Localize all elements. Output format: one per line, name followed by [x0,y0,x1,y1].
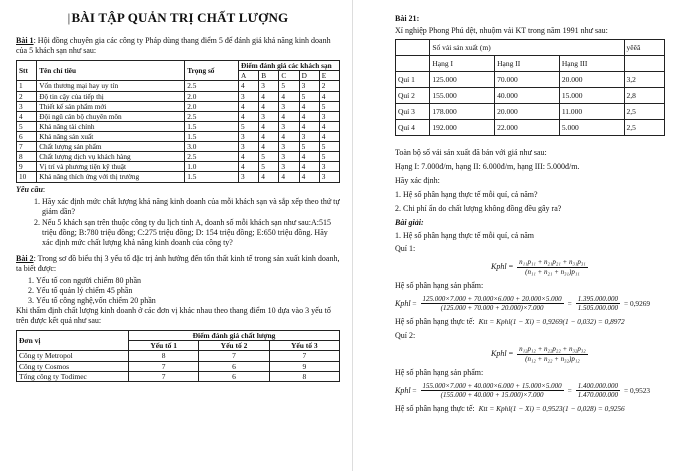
table-cell: 3 [319,172,339,182]
table-cell: 4 [259,172,279,182]
table-cell: 3.0 [185,142,239,152]
hotel-score-table [16,60,340,182]
table-cell: 3 [239,172,259,182]
table-cell: 6 [199,372,269,382]
solution-part1: 1. Hệ số phân hạng thực tế mỗi quí, cả năm [395,231,534,240]
factor-header: Yếu tố 3 [269,340,339,350]
table-cell: Vốn thương mại hay uy tín [37,81,185,91]
hotel-header: A [239,71,259,81]
table-cell: 8 [269,372,339,382]
table-cell: 178.000 [430,104,495,120]
grade-header: Hạng II [495,56,560,72]
table-cell: Tổng công ty Todimec [17,372,129,382]
table-cell: 5 [319,142,339,152]
table-cell: 4 [319,91,339,101]
table-cell: 3 [279,121,299,131]
table-cell: 5 [299,142,319,152]
col-criteria: Tên chỉ tiêu [37,61,185,81]
table-cell: 20.000 [559,72,624,88]
fabric-production-table [395,39,665,136]
table-cell: 2.5 [185,81,239,91]
quarter2-label: Quí 2: [395,331,416,340]
table-cell: Chất lượng dịch vụ khách hàng [37,152,185,162]
table-cell: 2,8 [624,88,664,104]
table-row [396,104,665,120]
table-cell: 3 [239,142,259,152]
bai21-intro: Xí nghiệp Phong Phú dệt, nhuộm vải KT trong năm 1991 như sau: [395,26,608,35]
table-cell: 5 [17,121,37,131]
company-score-table [16,330,340,383]
table-cell: 155.000 [430,88,495,104]
table-cell: 4 [279,91,299,101]
table-cell: 2 [319,81,339,91]
table-cell: 4 [259,132,279,142]
table-cell: 4 [239,81,259,91]
table-cell: 2.0 [185,91,239,101]
hotel-header: B [259,71,279,81]
table-cell: 4 [299,152,319,162]
table-cell: 4 [17,111,37,121]
hotel-header: E [319,71,339,81]
table-cell: 3 [259,111,279,121]
table-cell: Công ty Cosmos [17,361,129,371]
table-cell: 8 [129,351,199,361]
table-cell: 192.000 [430,120,495,136]
table-cell: 3 [319,111,339,121]
table-cell: 3 [279,152,299,162]
table-cell: 2.5 [185,152,239,162]
table-cell: 4 [279,172,299,182]
table-cell: 4 [319,121,339,131]
list-item: 1. Yếu tố con người chiếm 80 phần [36,276,340,286]
col-weight: Trọng số [185,61,239,81]
table-cell: 5 [259,152,279,162]
table-cell: 2,5 [624,104,664,120]
empty-header [624,56,664,72]
list-item: 2. Yếu tố quản lý chiếm 45 phần [36,286,340,296]
table-cell: 4 [239,111,259,121]
table-cell: Đội ngũ cán bộ chuyên môn [37,111,185,121]
table-row [17,162,340,172]
table-cell: 4 [319,132,339,142]
table-row [17,132,340,142]
table-cell: 2.0 [185,101,239,111]
table-cell: 6 [17,132,37,142]
table-cell: 4 [299,162,319,172]
col-stt: Stt [17,61,37,81]
table-row [17,101,340,111]
table-cell: 22.000 [495,120,560,136]
table-cell: 4 [279,132,299,142]
table-cell: 1 [17,81,37,91]
ktt-line-1: Hệ số phân hạng thực tế: Ktt = Kphl(1 − Xi) = 0,9269(1 − 0,032) = 0,8972 [395,317,625,326]
text-line: 1. Hệ số phân hạng thực tế mỗi quí, cả năm? [395,190,538,199]
table-cell: 7 [199,351,269,361]
list-item: 3. Yếu tố công nghệ,vốn chiếm 20 phần [36,296,340,306]
col-company-scores: Điểm đánh giá chất lượng [129,330,340,340]
table-cell: Quí 1 [396,72,430,88]
table-cell: 3 [279,101,299,111]
table-cell: 4 [299,101,319,111]
right-page [352,0,700,471]
table-cell: 4 [259,101,279,111]
table-cell: 5 [239,121,259,131]
table-cell: 9 [269,361,339,371]
table-cell: 7 [269,351,339,361]
table-cell: 11.000 [559,104,624,120]
table-cell: 3 [319,162,339,172]
document-title: | BÀI TẬP QUẢN TRỊ CHẤT LƯỢNG [16,10,340,26]
kphl-calc-1: Kphl = $\frac{125.000\times 7.000 + 70.000\times 6.000 + 20.000\times 5.000}{(125.000 + 70.000 + 20.000)\times 7.000}$ = $\frac{1.395.000.000}{1.505.000.000}$ = 0,9269 [395,294,651,313]
table-row [17,111,340,121]
table-cell: 3 [259,81,279,91]
table-row [17,372,340,382]
table-cell: 4 [259,91,279,101]
table-cell: 4 [279,111,299,121]
table-row [17,142,340,152]
table-cell: 5 [259,162,279,172]
text-line: Hãy xác định: [395,176,440,185]
bai21-label: Bài 21: [395,14,420,23]
text-line: Toàn bộ số vải sản xuất đã bán với giá như sau: [395,148,547,157]
table-cell: 7 [129,361,199,371]
table-cell: 20.000 [495,104,560,120]
list-item: 1. Hãy xác định mức chất lượng khả năng kinh doanh của mỗi khách sạn và sắp xếp theo thứ tự giảm dần? [42,197,340,217]
table-cell: 3 [279,142,299,152]
table-cell: 3 [17,101,37,111]
table-cell: 4 [239,152,259,162]
table-cell: 1.5 [185,121,239,131]
yeucau-heading: Yêu cầu: [16,184,46,194]
factor-list [36,276,340,306]
table-cell: 7 [129,372,199,382]
table-cell: Quí 4 [396,120,430,136]
col-donvi: Đơn vị [17,330,129,351]
table-cell: Quí 3 [396,104,430,120]
table-cell: 4 [299,111,319,121]
table-cell: 3,2 [624,72,664,88]
table-row [396,88,665,104]
kphl-calc-2: Kphl = $\frac{155.000\times 7.000 + 40.000\times 6.000 + 15.000\times 5.000}{(155.000 + 40.000 + 15.000)\times 7.000}$ = $\frac{1.400.000.000}{1.470.000.000}$ = 0,9523 [395,381,651,400]
hspsp-label-1: Hệ số phân hạng sản phẩm: [395,280,484,290]
table-cell: 6 [199,361,269,371]
table-cell: Độ tin cậy của tiếp thị [37,91,185,101]
grade-header: Hạng III [559,56,624,72]
table-row [17,81,340,91]
table-row [17,121,340,131]
ktt-line-2: Hệ số phân hạng thực tế: Ktt = Kphl(1 − Xi) = 0,9523(1 − 0,028) = 0,9256 [395,404,625,413]
left-page [0,0,348,471]
table-cell: 8 [17,152,37,162]
table-cell: 1.5 [185,132,239,142]
table-cell: Quí 2 [396,88,430,104]
bai2-intro: Bài 2: Trong sơ đồ biểu thị 3 yếu tố đặc trị ảnh hưởng đến tổn thất kinh tế trong sản xuất kinh doanh, ta biết được: [16,253,340,273]
table-cell: 3 [299,132,319,142]
table-row [396,120,665,136]
table-cell: 4 [299,121,319,131]
table-row [17,361,340,371]
table-cell: 4 [239,162,259,172]
table-cell: Công ty Metropol [17,351,129,361]
table-cell: 40.000 [495,88,560,104]
table-cell: 5.000 [559,120,624,136]
requirement-list [42,197,340,248]
bai1-intro: Bài 1: Hội đồng chuyên gia các công ty Pháp dùng thang điểm 5 để đánh giá khả năng kinh doanh của 5 khách sạn như sau: [16,36,331,56]
table-cell: 3 [279,162,299,172]
table-cell: 2,5 [624,120,664,136]
table-cell: 3 [239,132,259,142]
factor-header: Yếu tố 1 [129,340,199,350]
hotel-header: D [299,71,319,81]
table-cell: 5 [319,101,339,111]
table-cell: 2.5 [185,111,239,121]
col-yeea: yêêă [624,40,664,56]
table-cell: 2 [17,91,37,101]
table-cell: 1.5 [185,172,239,182]
table-cell: Thiết kế sản phẩm mới [37,101,185,111]
table-row [17,91,340,101]
table-cell: 1.0 [185,162,239,172]
table-cell: 125.000 [430,72,495,88]
factor-header: Yếu tố 2 [199,340,269,350]
bai1-label: Bài 1 [16,36,34,46]
hotel-header: C [279,71,299,81]
text-line: 2. Chi phí ẩn do chất lượng không đồng đều gây ra? [395,204,562,213]
solution-heading: Bài giải: [395,218,424,227]
table-cell: 15.000 [559,88,624,104]
table-cell: Khả năng thích ứng với thị trường [37,172,185,182]
text-line: Hạng I: 7.000đ/m, hạng II: 6.000đ/m, hạng III: 5.000đ/m. [395,162,580,171]
table-cell: 4 [259,142,279,152]
empty-header [396,56,430,72]
table-cell: 4 [259,121,279,131]
kphl-formula-2: Kphl = $\frac{\text{n₁₂p₁₂ + n₂₂p₂₂ + n₃₂p₃₂}}{\text{(n₁₂ + n₂₂ + n₃₂)p₁₂}}$ [491,345,586,363]
table-cell: Vị trí và phương tiện kỹ thuật [37,162,185,172]
table-cell: 4 [239,101,259,111]
bai2-outro: Khi thẩm định chất lượng kinh doanh ở các đơn vị khác nhau theo thang điểm 10 dựa vào 3 yếu tố trên được kết quả như sau: [16,305,331,325]
col-scores: Điểm đánh giá các khách sạn [239,61,340,71]
quarter1-label: Quí 1: [395,244,416,253]
table-row [17,351,340,361]
table-row [17,172,340,182]
table-cell: Khả năng tài chính [37,121,185,131]
table-cell: 9 [17,162,37,172]
table-cell: 10 [17,172,37,182]
table-cell: 7 [17,142,37,152]
col-production: Số vải sản xuất (m) [430,40,624,56]
list-item: 2. Nếu 5 khách sạn trên thuộc công ty du lịch tỉnh A, doanh số mỗi khách sạn như sau:A:515 triệu đồng; B:780 triệu đồng; C:275 triệu đồng; D: 154 triệu đồng; E:650 triệu đồng. Hãy xác định mức chất lượng khả năng kinh doanh của công ty? [42,218,340,248]
table-row [17,152,340,162]
table-cell: Chất lượng sản phẩm [37,142,185,152]
table-cell: Khả năng sản xuất [37,132,185,142]
table-cell: 4 [299,172,319,182]
table-row [396,72,665,88]
table-cell: 70.000 [495,72,560,88]
table-cell: 3 [299,81,319,91]
hspsp-label-2: Hệ số phân hạng sản phẩm: [395,367,484,377]
table-cell: 5 [279,81,299,91]
bai21-text [395,148,694,214]
kphl-formula-1: Kphl = $\frac{\text{n₁₁p₁₁ + n₂₁p₂₁ + n₃₁p₃₁}}{\text{(n₁₁ + n₂₁ + n₃₁)p₁₁}}$ [491,258,586,276]
table-cell: 5 [319,152,339,162]
grade-header: Hạng I [430,56,495,72]
table-cell: 3 [239,91,259,101]
table-cell: 5 [299,91,319,101]
bai2-label: Bài 2 [16,253,34,263]
